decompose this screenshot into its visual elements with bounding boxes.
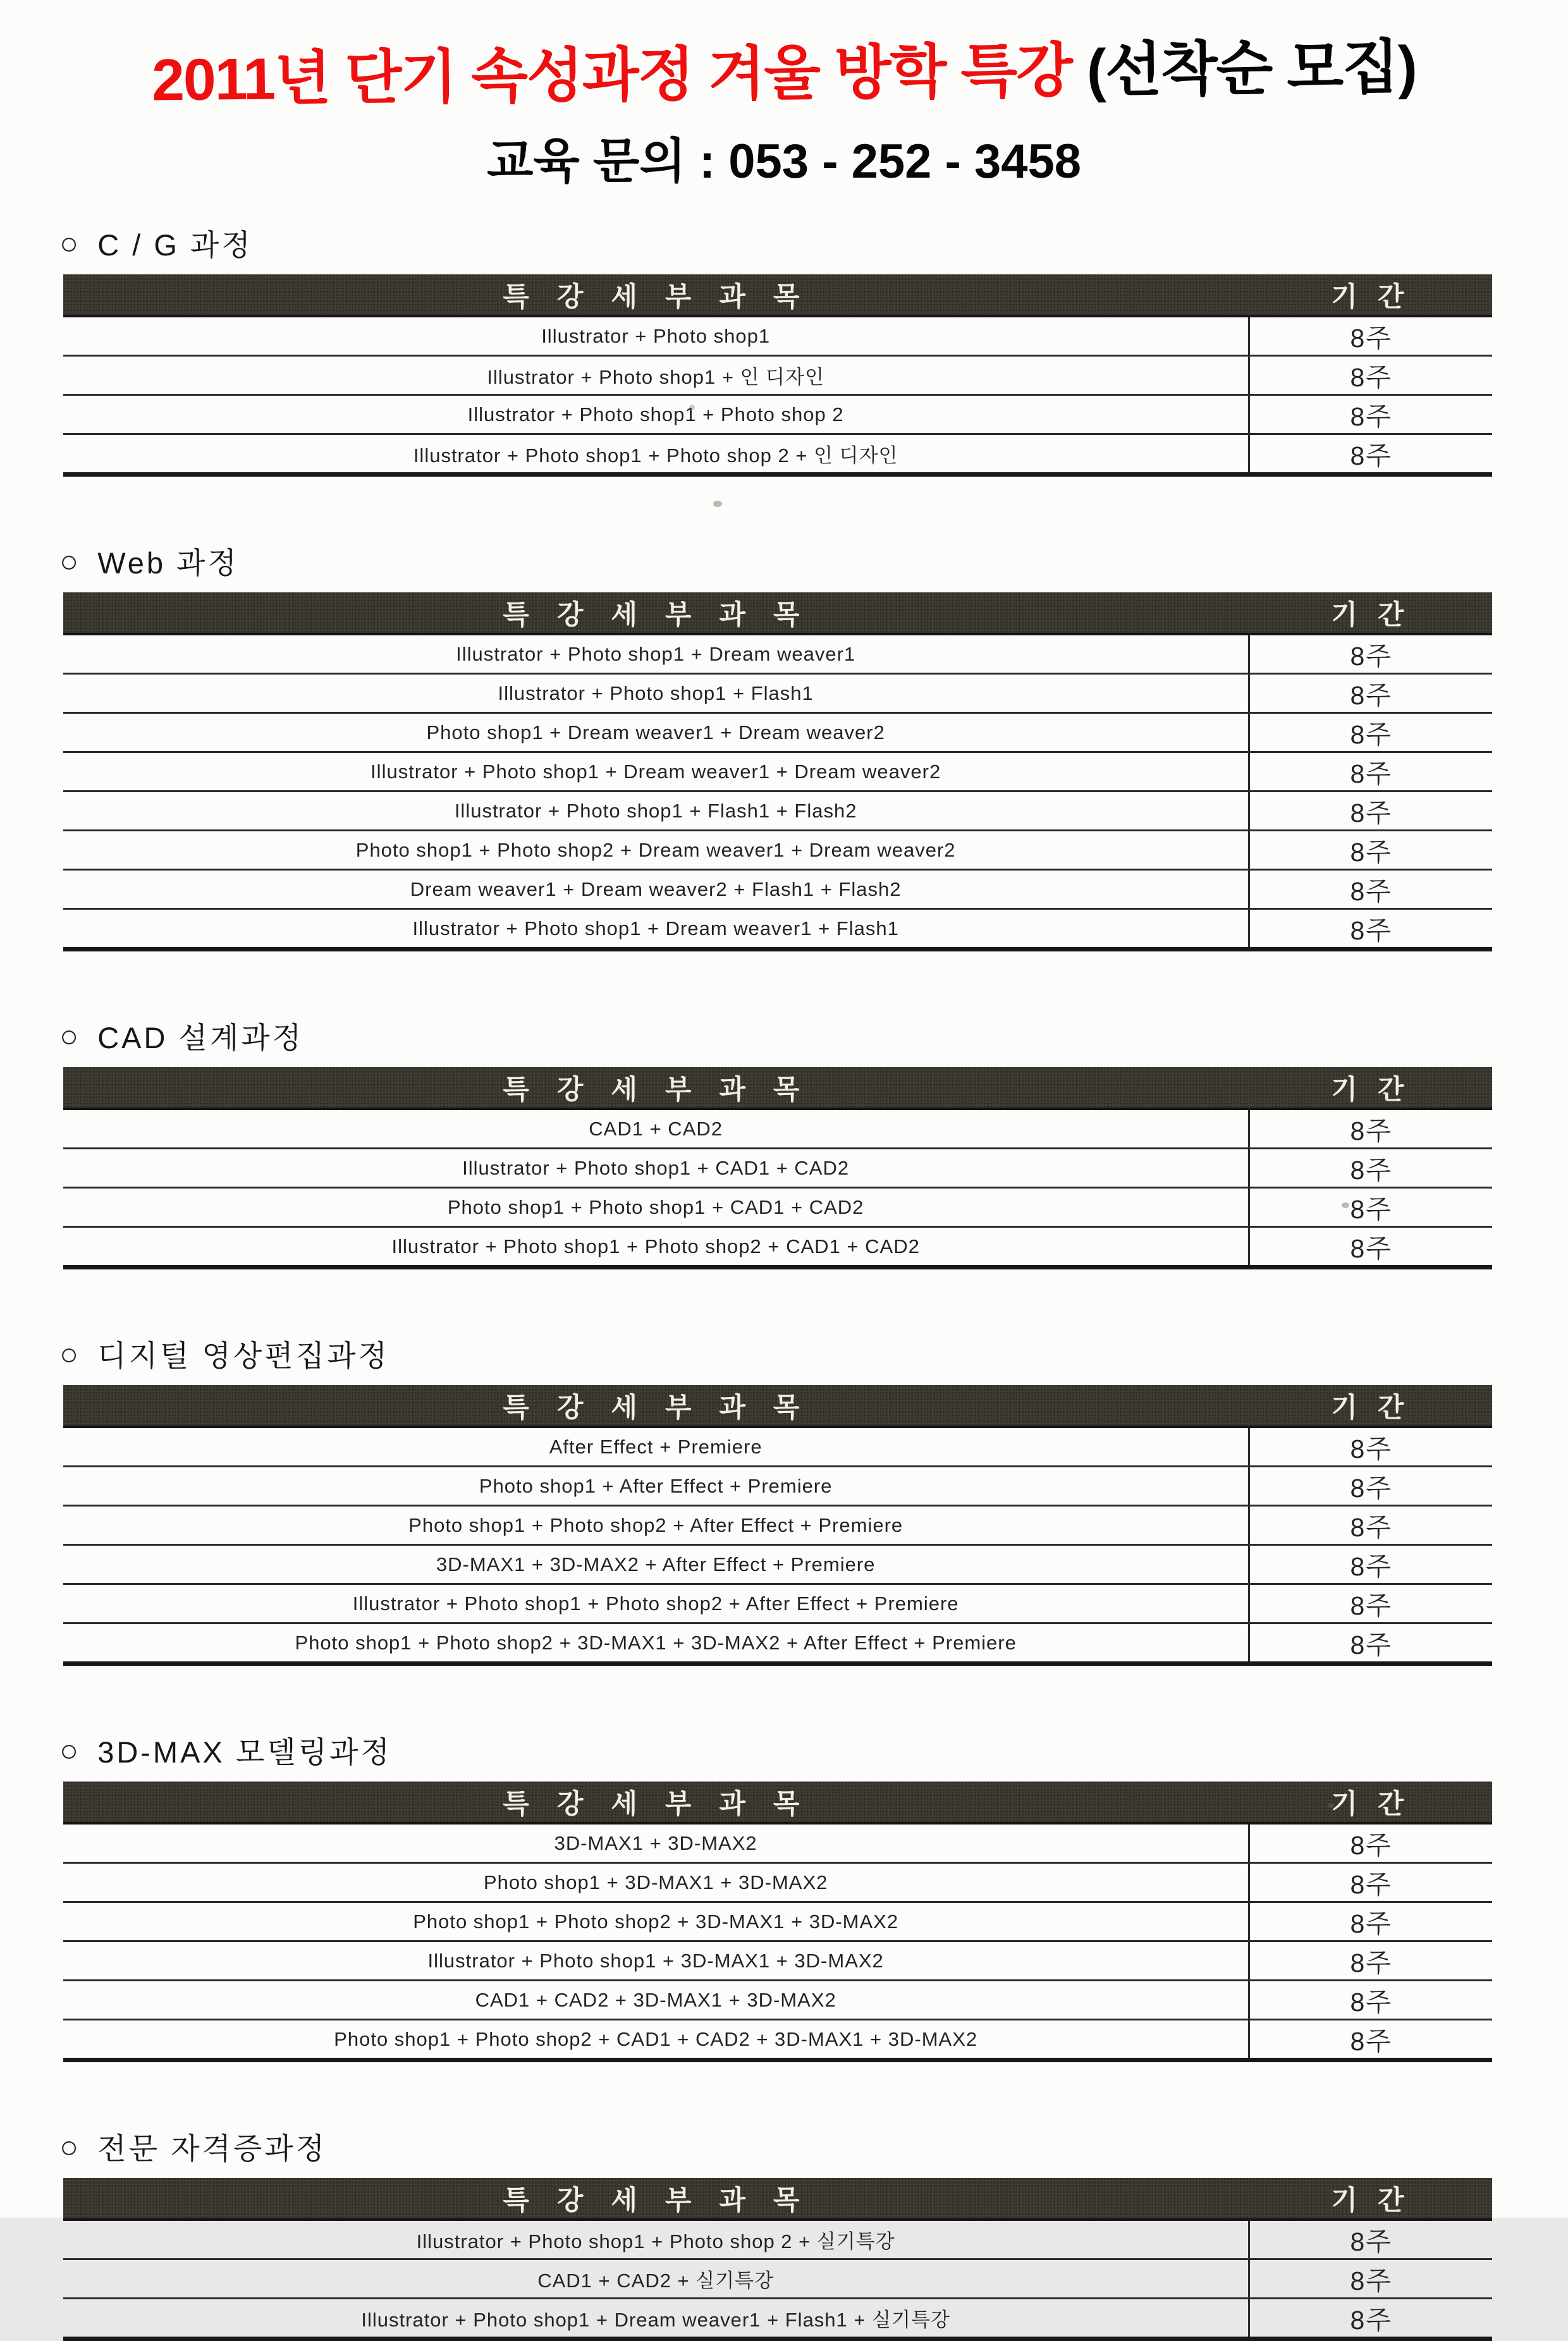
course-subject: Photo shop1 + 3D-MAX1 + 3D-MAX2 (63, 1863, 1249, 1902)
course-duration: 8주 (1249, 674, 1492, 713)
duration-column-header: 기 간 (1249, 2178, 1492, 2220)
course-duration: 8주 (1249, 1981, 1492, 2020)
scan-speck (713, 501, 722, 507)
course-duration: 8주 (1249, 434, 1492, 475)
course-subject: Photo shop1 + Dream weaver1 + Dream weaver2 (63, 713, 1249, 752)
contact-line: 교육 문의 : 053 - 252 - 3458 (486, 135, 1082, 189)
course-table (63, 1385, 1492, 1666)
section-title (59, 1729, 1492, 1771)
course-duration: 8주 (1249, 2259, 1492, 2299)
course-subject: Illustrator + Photo shop1 + Dream weaver1 + Flash1 (63, 909, 1249, 950)
table-row (63, 674, 1492, 713)
course-subject: Illustrator + Photo shop1 (541, 324, 771, 347)
duration-column-header: 기 간 (1249, 1067, 1492, 1109)
course-duration: 8주 (1249, 395, 1492, 434)
table-row (63, 2259, 1492, 2299)
course-section (59, 540, 1492, 951)
course-subject: Illustrator + Photo shop1 + Photo shop 2 (63, 395, 1249, 434)
duration-column-header: 기 간 (1249, 1782, 1492, 1823)
course-subject: Photo shop1 + Photo shop2 + After Effect + Premiere (63, 1506, 1249, 1545)
course-subject: Illustrator + Photo shop1 + Photo shop 2 + 인 디자인 (63, 434, 1249, 475)
subject-column-header: 특 강 세 부 과 목 (63, 1067, 1249, 1109)
course-duration: 8주 (1249, 752, 1492, 792)
table-row (63, 1623, 1492, 1664)
course-sections (59, 222, 1492, 2341)
table-row (63, 2020, 1492, 2060)
course-duration: 8주 (1249, 1427, 1492, 1467)
document-header (0, 34, 1568, 192)
course-subject: Illustrator + Photo shop1 + Photo shop2 + After Effect + Premiere (63, 1584, 1249, 1623)
section-bullet-icon: ○ (59, 1336, 82, 1372)
section-bullet-icon: ○ (59, 225, 82, 261)
title-note: (선착순 모집) (1086, 34, 1417, 103)
table-row (63, 1227, 1492, 1268)
table-row (63, 831, 1492, 870)
course-duration: 8주 (1249, 1227, 1492, 1268)
table-header-row (63, 1385, 1492, 1427)
course-duration: 8주 (1249, 1467, 1492, 1506)
course-subject: Illustrator + Photo shop1 + CAD1 + CAD2 (63, 1149, 1249, 1188)
course-duration: 8주 (1249, 1545, 1492, 1584)
table-row (63, 1545, 1492, 1584)
course-duration: 8주 (1249, 356, 1492, 395)
course-duration: 8주 (1249, 870, 1492, 909)
table-row (63, 870, 1492, 909)
duration-column-header: 기 간 (1249, 1385, 1492, 1427)
subject-column-header: 특 강 세 부 과 목 (63, 274, 1249, 316)
duration-column-header: 기 간 (1249, 274, 1492, 316)
course-table (63, 2178, 1492, 2341)
course-duration: 8주 (1249, 1623, 1492, 1664)
table-row (63, 909, 1492, 950)
course-duration: 8주 (1249, 1823, 1492, 1863)
scan-speck (689, 405, 695, 410)
page-title (0, 32, 1568, 114)
course-subject: Dream weaver1 + Dream weaver2 + Flash1 + Flash2 (63, 870, 1249, 909)
section-label: 3D-MAX 모델링과정 (97, 1735, 392, 1770)
course-duration: 8주 (1249, 1109, 1492, 1149)
table-row (63, 395, 1492, 434)
course-duration: 8주 (1249, 316, 1492, 356)
section-label: C / G 과정 (97, 228, 253, 262)
table-row (63, 1188, 1492, 1227)
table-row (63, 1823, 1492, 1863)
course-section (59, 1729, 1492, 2062)
table-row (63, 1941, 1492, 1981)
course-table (63, 1782, 1492, 2062)
course-subject: Photo shop1 + Photo shop2 + 3D-MAX1 + 3D-MAX2 (63, 1902, 1249, 1941)
section-bullet-icon: ○ (59, 1018, 82, 1054)
course-duration: 8주 (1249, 909, 1492, 950)
course-table (63, 592, 1492, 951)
section-title (59, 222, 1492, 264)
table-row (63, 1506, 1492, 1545)
course-subject: Illustrator + Photo shop1 + 인 디자인 (63, 356, 1249, 395)
course-subject: CAD1 + CAD2 + 3D-MAX1 + 3D-MAX2 (63, 1981, 1249, 2020)
course-duration: 8주 (1249, 1188, 1492, 1227)
course-subject: After Effect + Premiere (549, 1435, 763, 1458)
course-subject: Illustrator + Photo shop1 + Dream weaver1 + Dream weaver2 (63, 752, 1249, 792)
section-title (59, 1015, 1492, 1057)
course-subject: Photo shop1 + Photo shop1 + CAD1 + CAD2 (63, 1188, 1249, 1227)
course-section (59, 2125, 1492, 2341)
duration-column-header: 기 간 (1249, 592, 1492, 634)
table-row (63, 1584, 1492, 1623)
course-subject: Illustrator + Photo shop1 + 3D-MAX1 + 3D-MAX2 (63, 1941, 1249, 1981)
course-duration: 8주 (1249, 2299, 1492, 2339)
table-header-row (63, 2178, 1492, 2220)
table-row (63, 2299, 1492, 2339)
course-duration: 8주 (1249, 1584, 1492, 1623)
subject-column-header: 특 강 세 부 과 목 (63, 1782, 1249, 1823)
course-table (63, 1067, 1492, 1269)
course-duration: 8주 (1249, 1506, 1492, 1545)
course-subject: Illustrator + Photo shop1 + Dream weaver1 (456, 642, 856, 665)
course-subject: CAD1 + CAD2 (589, 1117, 723, 1140)
section-bullet-icon: ○ (59, 2129, 82, 2165)
course-duration: 8주 (1249, 1941, 1492, 1981)
section-label: Web 과정 (97, 546, 239, 580)
course-subject: Illustrator + Photo shop1 + Flash1 (63, 674, 1249, 713)
table-row (63, 1467, 1492, 1506)
course-duration: 8주 (1249, 1863, 1492, 1902)
table-row (63, 713, 1492, 752)
course-duration: 8주 (1249, 634, 1492, 674)
course-subject: 3D-MAX1 + 3D-MAX2 + After Effect + Premiere (63, 1545, 1249, 1584)
table-row (63, 634, 1492, 674)
table-row (63, 316, 1492, 356)
table-row (63, 434, 1492, 475)
scan-speck (1342, 1202, 1349, 1208)
table-row (63, 1427, 1492, 1467)
table-row (63, 1109, 1492, 1149)
table-header-row (63, 1782, 1492, 1823)
course-subject: Photo shop1 + Photo shop2 + 3D-MAX1 + 3D-MAX2 + After Effect + Premiere (63, 1623, 1249, 1664)
table-header-row (63, 1067, 1492, 1109)
section-title (59, 1333, 1492, 1375)
course-duration: 8주 (1249, 1902, 1492, 1941)
table-row (63, 1863, 1492, 1902)
section-label: CAD 설계과정 (97, 1021, 304, 1055)
course-subject: Illustrator + Photo shop1 + Photo shop 2 + 실기특강 (416, 2230, 895, 2253)
course-duration: 8주 (1249, 2020, 1492, 2060)
course-table (63, 274, 1492, 477)
course-section (59, 1333, 1492, 1666)
course-duration: 8주 (1249, 713, 1492, 752)
course-subject: Photo shop1 + Photo shop2 + Dream weaver1 + Dream weaver2 (63, 831, 1249, 870)
table-row (63, 356, 1492, 395)
section-title (59, 2125, 1492, 2168)
course-subject: Illustrator + Photo shop1 + Dream weaver1 + Flash1 + 실기특강 (63, 2299, 1249, 2339)
course-duration: 8주 (1249, 831, 1492, 870)
table-row (63, 1981, 1492, 2020)
table-row (63, 792, 1492, 831)
subject-column-header: 특 강 세 부 과 목 (63, 2178, 1249, 2220)
course-section (59, 222, 1492, 477)
scan-speck (1328, 1803, 1334, 1808)
section-label: 전문 자격증과정 (97, 2132, 328, 2166)
section-label: 디지털 영상편집과정 (97, 1339, 389, 1373)
course-subject: 3D-MAX1 + 3D-MAX2 (554, 1831, 757, 1854)
table-header-row (63, 274, 1492, 316)
section-bullet-icon: ○ (59, 1732, 82, 1768)
subject-column-header: 특 강 세 부 과 목 (63, 592, 1249, 634)
course-duration: 8주 (1249, 2220, 1492, 2259)
table-row (63, 2220, 1492, 2259)
course-subject: Illustrator + Photo shop1 + Flash1 + Flash2 (63, 792, 1249, 831)
table-row (63, 1902, 1492, 1941)
course-section (59, 1015, 1492, 1269)
section-bullet-icon: ○ (59, 543, 82, 579)
section-title (59, 540, 1492, 582)
table-row (63, 1149, 1492, 1188)
table-header-row (63, 592, 1492, 634)
subject-column-header: 특 강 세 부 과 목 (63, 1385, 1249, 1427)
course-subject: Photo shop1 + Photo shop2 + CAD1 + CAD2 + 3D-MAX1 + 3D-MAX2 (63, 2020, 1249, 2060)
course-duration: 8주 (1249, 1149, 1492, 1188)
course-subject: Illustrator + Photo shop1 + Photo shop2 + CAD1 + CAD2 (63, 1227, 1249, 1268)
course-subject: CAD1 + CAD2 + 실기특강 (63, 2259, 1249, 2299)
table-row (63, 752, 1492, 792)
title-main: 2011년 단기 속성과정 겨울 방학 특강 (151, 37, 1087, 113)
course-subject: Photo shop1 + After Effect + Premiere (63, 1467, 1249, 1506)
course-duration: 8주 (1249, 792, 1492, 831)
